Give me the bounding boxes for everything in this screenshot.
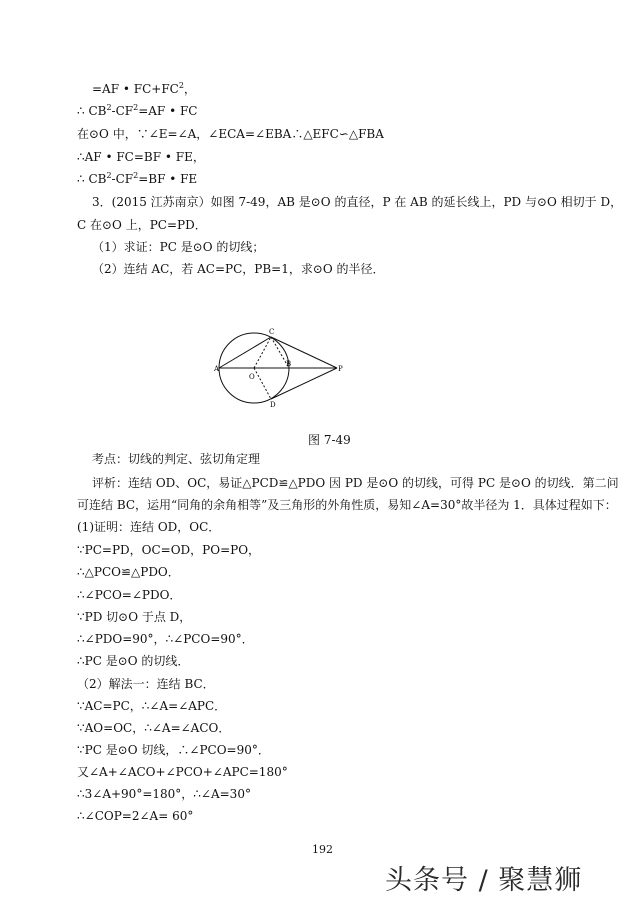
solution-step: ∵PD 切⊙O 于点 D， xyxy=(77,610,192,624)
commentary-line: 评析：连结 OD、OC，易证△PCD≌△PDO 因 PD 是⊙O 的切线，可得 PC 是⊙O 的切线．第二问 xyxy=(92,476,619,490)
problem-stem: C 在⊙O 上，PC=PD． xyxy=(77,218,207,232)
line-od-dashed xyxy=(254,368,271,399)
superscript: 2 xyxy=(106,171,112,180)
page-number: 192 xyxy=(312,843,333,856)
solution-step: (1)证明：连结 OD，OC． xyxy=(77,520,221,534)
solution-step: ∴3∠A+90°=180°，∴∠A=30° xyxy=(77,787,251,801)
line-pc xyxy=(271,337,337,368)
equation-text: ， xyxy=(183,82,196,96)
equation-text: =AF • FC+FC xyxy=(92,82,179,96)
label-c: C xyxy=(269,328,275,336)
problem-stem: 3．(2015 江苏南京）如图 7-49，AB 是⊙O 的直径，P 在 AB 的延长线上，PD 与⊙O 相切于 D， xyxy=(92,195,623,209)
geometry-figure xyxy=(210,326,360,408)
question-2: （2）连结 AC，若 AC=PC，PB=1，求⊙O 的半径． xyxy=(92,262,385,276)
label-o: O xyxy=(249,373,255,381)
superscript: 2 xyxy=(178,81,184,90)
line-ac xyxy=(219,337,271,368)
proof-line: 在⊙O 中，∵∠E=∠A，∠ECA=∠EBA∴△EFC∽△FBA xyxy=(77,127,384,141)
commentary-line: 可连结 BC，运用“同角的余角相等”及三角形的外角性质，易知∠A=30°故半径为 1．具体过程如下： xyxy=(77,498,617,512)
exam-point: 考点：切线的判定、弦切角定理 xyxy=(92,452,261,466)
equation-text: ∴ CB xyxy=(77,172,107,186)
label-d: D xyxy=(270,401,276,408)
superscript: 2 xyxy=(133,103,139,112)
superscript: 2 xyxy=(133,171,139,180)
proof-line: ∴AF • FC=BF • FE， xyxy=(77,150,205,164)
label-b: B xyxy=(286,360,292,368)
figure-caption: 图 7-49 xyxy=(308,433,351,447)
superscript: 2 xyxy=(106,103,112,112)
solution-step: （2）解法一：连结 BC． xyxy=(77,677,215,691)
equation-line xyxy=(92,82,196,96)
label-a: A xyxy=(214,365,220,373)
solution-step: ∴PC 是⊙O 的切线． xyxy=(77,654,190,668)
equation-text: ∴ CB xyxy=(77,104,107,118)
circle-tangent-diagram xyxy=(210,326,360,408)
solution-step: ∴∠PCO=∠PDO． xyxy=(77,588,182,602)
solution-step: 又∠A+∠ACO+∠PCO+∠APC=180° xyxy=(77,765,288,779)
solution-step: ∴△PCO≌△PDO． xyxy=(77,565,180,579)
solution-step: ∵AC=PC，∴∠A=∠APC． xyxy=(77,699,227,713)
equation-line xyxy=(77,104,197,118)
equation-line xyxy=(77,172,197,186)
solution-step: ∴∠PDO=90°，∴∠PCO=90°． xyxy=(77,632,254,646)
equation-text: -CF xyxy=(111,104,134,118)
equation-text: =BF • FE xyxy=(138,172,198,186)
solution-step: ∴∠COP=2∠A= 60° xyxy=(77,809,194,823)
solution-step: ∵PC 是⊙O 切线，∴∠PCO=90°． xyxy=(77,743,270,757)
solution-step: ∵AO=OC，∴∠A=∠ACO． xyxy=(77,721,231,735)
solution-step: ∵PC=PD，OC=OD，PO=PO， xyxy=(77,543,261,557)
line-pd xyxy=(271,368,337,399)
label-p: P xyxy=(338,365,343,373)
watermark: 头条号 / 聚慧狮 xyxy=(385,865,583,896)
equation-text: -CF xyxy=(111,172,134,186)
equation-text: =AF • FC xyxy=(138,104,198,118)
question-1: （1）求证：PC 是⊙O 的切线； xyxy=(92,240,265,254)
